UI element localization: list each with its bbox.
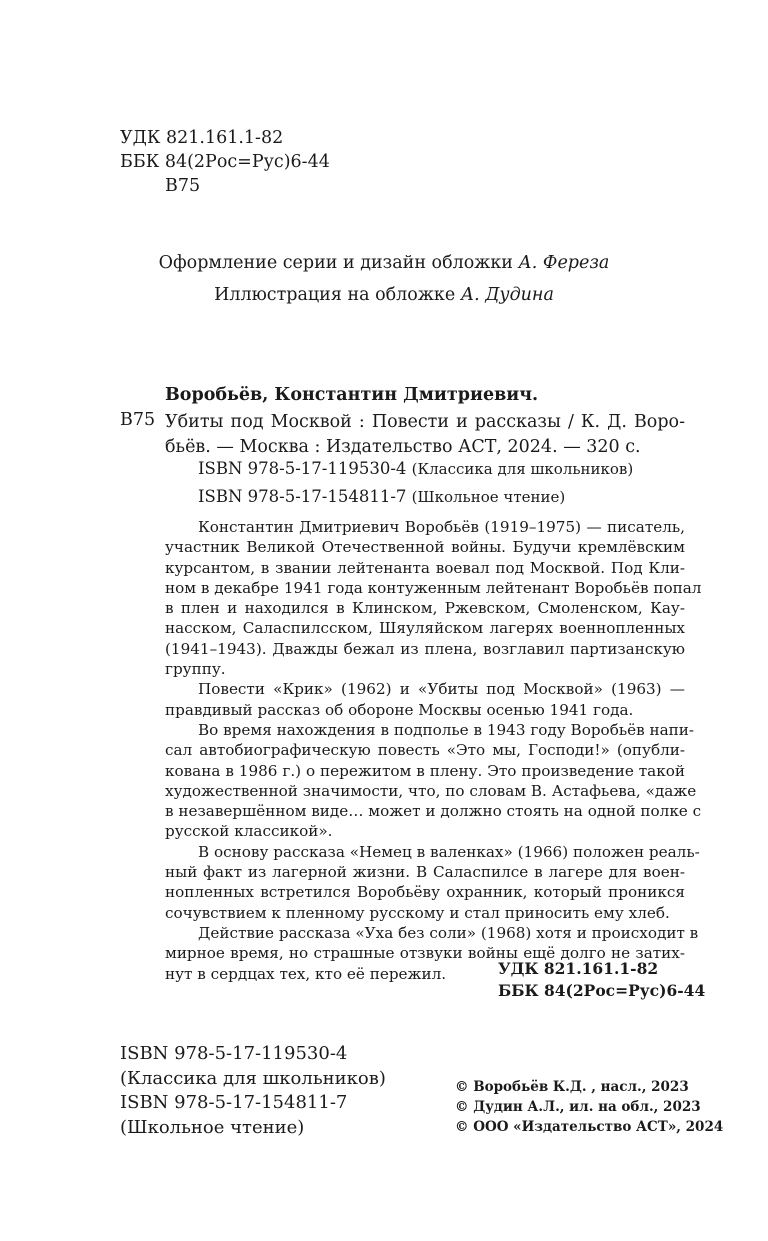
annotation-line: в плен и находился в Клинском, Ржевском, Смоленском, Кау-: [165, 599, 685, 618]
annotation-line: сал автобиографическую повесть «Это мы, Господи!» (опубли-: [165, 741, 685, 760]
udk-right-block: [498, 958, 705, 1002]
illustration-credit: [0, 285, 768, 305]
illustration-credit-name: А. Дудина: [460, 285, 554, 305]
annotation-line: Константин Дмитриевич Воробьёв (1919–1975) — писатель,: [198, 518, 685, 536]
annotation-line: мирное время, но страшные отзвуки войны ещё долго не затих-: [165, 944, 685, 963]
isbn-1-series: (Классика для школьников): [411, 460, 634, 478]
catalog-author: Воробьёв, Константин Дмитриевич.: [165, 385, 539, 405]
isbn-bottom-line: ISBN 978-5-17-119530-4: [120, 1043, 348, 1064]
isbn-bottom-line: (Классика для школьников): [120, 1067, 386, 1089]
design-credit-label: Оформление серии и дизайн обложки: [158, 253, 513, 273]
annotation: [165, 517, 702, 984]
bbk-right: ББК 84(2Рос=Рус)6-44: [498, 981, 706, 1000]
isbn-bottom-block: [120, 1042, 386, 1140]
catalog-code: В75: [120, 410, 156, 430]
isbn-bottom-line: ISBN 978-5-17-154811-7: [120, 1092, 348, 1113]
annotation-line: кована в 1986 г.) о пережитом в плену. Это произведение такой: [165, 761, 685, 780]
top-classification: [120, 126, 330, 198]
annotation-line: русской классикой».: [165, 822, 333, 841]
annotation-line: Во время нахождения в подполье в 1943 году Воробьёв напи-: [198, 720, 695, 739]
copyright-line: © Воробьёв К.Д. , насл., 2023: [455, 1079, 689, 1095]
annotation-line: нопленных встретился Воробьёву охранник, который проникся: [165, 883, 685, 902]
isbn-1-number: ISBN 978-5-17-119530-4: [198, 459, 407, 478]
annotation-line: (1941–1943). Дважды бежал из плена, возглавил партизанскую: [165, 639, 685, 658]
isbn-2-number: ISBN 978-5-17-154811-7: [198, 487, 407, 506]
annotation-line: сочувствием к пленному русскому и стал приносить ему хлеб.: [165, 903, 670, 922]
catalog-line-2: бьёв. — Москва : Издательство АСТ, 2024. — 320 с.: [165, 436, 641, 457]
annotation-line: группу.: [165, 660, 226, 679]
copyright-line: © Дудин А.Л., ил. на обл., 2023: [455, 1099, 701, 1115]
udk-right: УДК 821.161.1-82: [498, 959, 659, 978]
annotation-line: ном в декабре 1941 года контуженным лейтенант Воробьёв попал: [165, 578, 702, 597]
annotation-line: нут в сердцах тех, кто её пережил.: [165, 964, 447, 983]
annotation-line: в незавершённом виде… может и должно стоять на одной полке с: [165, 802, 702, 821]
catalog-isbn-2: [198, 487, 565, 506]
annotation-line: правдивый рассказ об обороне Москвы осенью 1941 года.: [165, 700, 634, 719]
copyright-line: © ООО «Издательство АСТ», 2024: [455, 1119, 724, 1135]
catalog-isbn-1: [198, 459, 633, 478]
isbn-2-series: (Школьное чтение): [411, 488, 566, 506]
annotation-line: Действие рассказа «Уха без соли» (1968) хотя и происходит в: [198, 923, 699, 942]
annotation-line: ный факт из лагерной жизни. В Саласпилсе в лагере для воен-: [165, 863, 685, 882]
isbn-bottom-line: (Школьное чтение): [120, 1116, 305, 1138]
author-sign: В75: [165, 176, 201, 196]
design-credit: [0, 253, 768, 273]
copyright-block: [455, 1077, 723, 1137]
annotation-line: Повести «Крик» (1962) и «Убиты под Москвой» (1963) —: [198, 680, 685, 699]
annotation-line: насском, Саласпилсском, Шяуляйском лагерях военнопленных: [165, 619, 685, 638]
bbk-code: ББК 84(2Рос=Рус)6-44: [120, 152, 330, 172]
design-credit-name: А. Фереза: [518, 253, 610, 273]
annotation-line: В основу рассказа «Немец в валенках» (1966) положен реаль-: [198, 842, 700, 861]
annotation-line: художественной значимости, что, по словам В. Астафьева, «даже: [165, 781, 697, 800]
udk-code: УДК 821.161.1-82: [120, 128, 284, 148]
annotation-line: курсантом, в звании лейтенанта воевал под Москвой. Под Кли-: [165, 558, 685, 577]
catalog-line-1: Убиты под Москвой : Повести и рассказы / К. Д. Воро-: [165, 412, 685, 432]
illustration-credit-label: Иллюстрация на обложке: [214, 285, 456, 305]
annotation-line: участник Великой Отечественной войны. Будучи кремлёвским: [165, 538, 685, 557]
catalog-description: [165, 410, 685, 459]
